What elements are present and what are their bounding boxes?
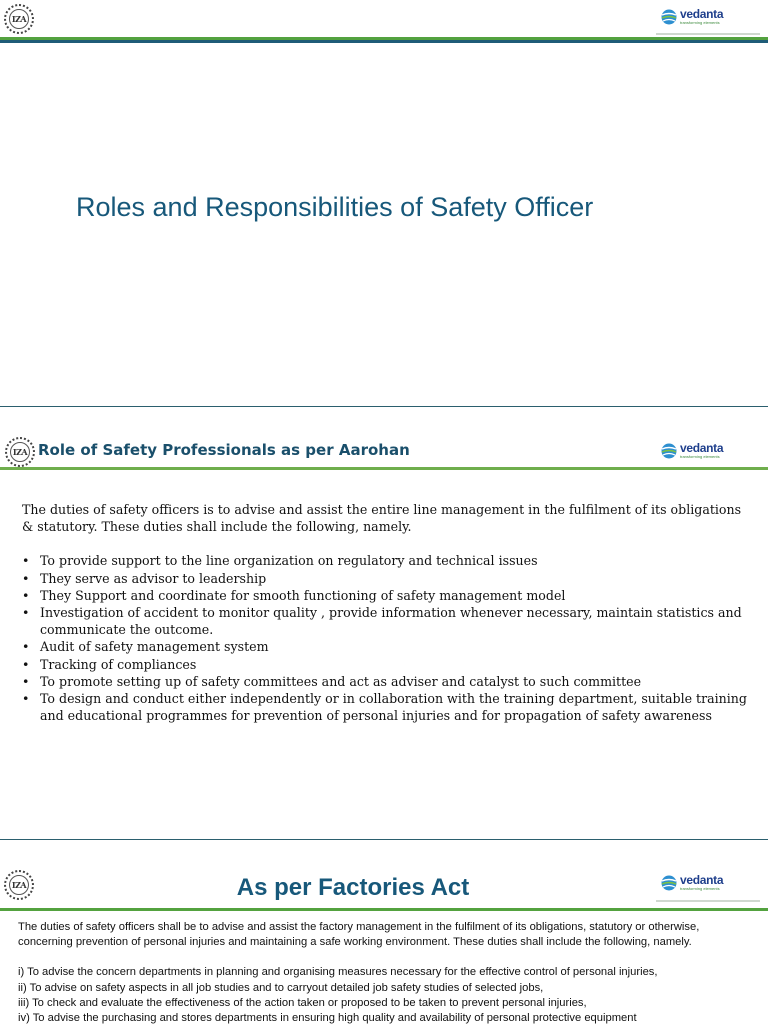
iza-seal-logo — [4, 4, 34, 34]
slide-heading: Role of Safety Professionals as per Aarohan — [38, 441, 410, 459]
logo-underline — [656, 33, 760, 35]
logo-name: vedanta — [680, 7, 724, 21]
seal-glyph: IZA — [9, 875, 29, 895]
list-item: iii) To check and evaluate the effectiveness of the action taken or proposed to be taken to prevent personal injuries, — [18, 996, 587, 1009]
header-blue-bar — [0, 40, 768, 43]
list-item: • To promote setting up of safety committees and act as adviser and catalyst to such committee — [40, 673, 750, 690]
logo-name: vedanta — [680, 873, 724, 887]
list-item: • They serve as advisor to leadership — [40, 570, 750, 587]
logo-tagline: transforming elements — [680, 20, 720, 25]
vedanta-logo — [661, 442, 723, 459]
intro-paragraph: The duties of safety officers is to advise and assist the entire line management in the fulfilment of its obligations & statutory. These duties shall include the following, namely. — [22, 502, 742, 535]
list-item: • Tracking of compliances — [40, 656, 750, 673]
seal-glyph: IZA — [9, 9, 29, 29]
intro-paragraph: The duties of safety officers shall be to advise and assist the factory management in the fulfilment of its obligations, statutory or otherwise, concerning prevention of personal injuries and maintaining a safe working environment. These duties shall include the following, namely. — [18, 921, 700, 949]
vedanta-logo — [661, 8, 723, 25]
logo-tagline: transforming elements — [680, 886, 720, 891]
slide-heading: As per Factories Act — [236, 874, 470, 901]
logo-tagline: transforming elements — [680, 454, 720, 459]
vedanta-logo — [661, 874, 723, 891]
list-item: ii) To advise on safety aspects in all job studies and to carryout detailed job safety studies of selected jobs, — [18, 981, 544, 994]
slide-body — [18, 920, 748, 1024]
list-item: i) To advise the concern departments in planning and organising measures necessary for the effective control of personal injuries, — [18, 966, 658, 979]
list-item: • To provide support to the line organization on regulatory and technical issues — [40, 552, 750, 569]
slide-title-heading: Roles and Responsibilities of Safety Officer — [76, 192, 594, 222]
duties-list — [22, 552, 750, 724]
list-item: • To design and conduct either independently or in collaboration with the training department, suitable training and educational programmes for prevention of personal injuries and for propagation of safety awareness — [40, 690, 750, 724]
vedanta-globe-icon — [661, 443, 677, 459]
list-item: iv) To advise the purchasing and stores departments in ensuring high quality and availability of personal protective equipment — [18, 1012, 637, 1024]
slide-title — [0, 0, 768, 406]
logo-underline — [656, 900, 760, 902]
slide-factories-act — [0, 840, 768, 1024]
list-item: • Audit of safety management system — [40, 638, 750, 655]
vedanta-globe-icon — [661, 9, 677, 25]
logo-name: vedanta — [680, 441, 724, 455]
header-rule — [0, 908, 768, 911]
list-item: • They Support and coordinate for smooth functioning of safety management model — [40, 587, 750, 604]
list-item: • Investigation of accident to monitor quality , provide information whenever necessary, maintain statistics and communicate the outcome. — [40, 604, 750, 638]
header-rule — [0, 467, 768, 470]
seal-glyph: IZA — [10, 442, 30, 462]
vedanta-globe-icon — [661, 875, 677, 891]
slide-aarohan — [0, 407, 768, 839]
slide-body — [22, 501, 750, 724]
iza-seal-logo — [5, 437, 35, 467]
